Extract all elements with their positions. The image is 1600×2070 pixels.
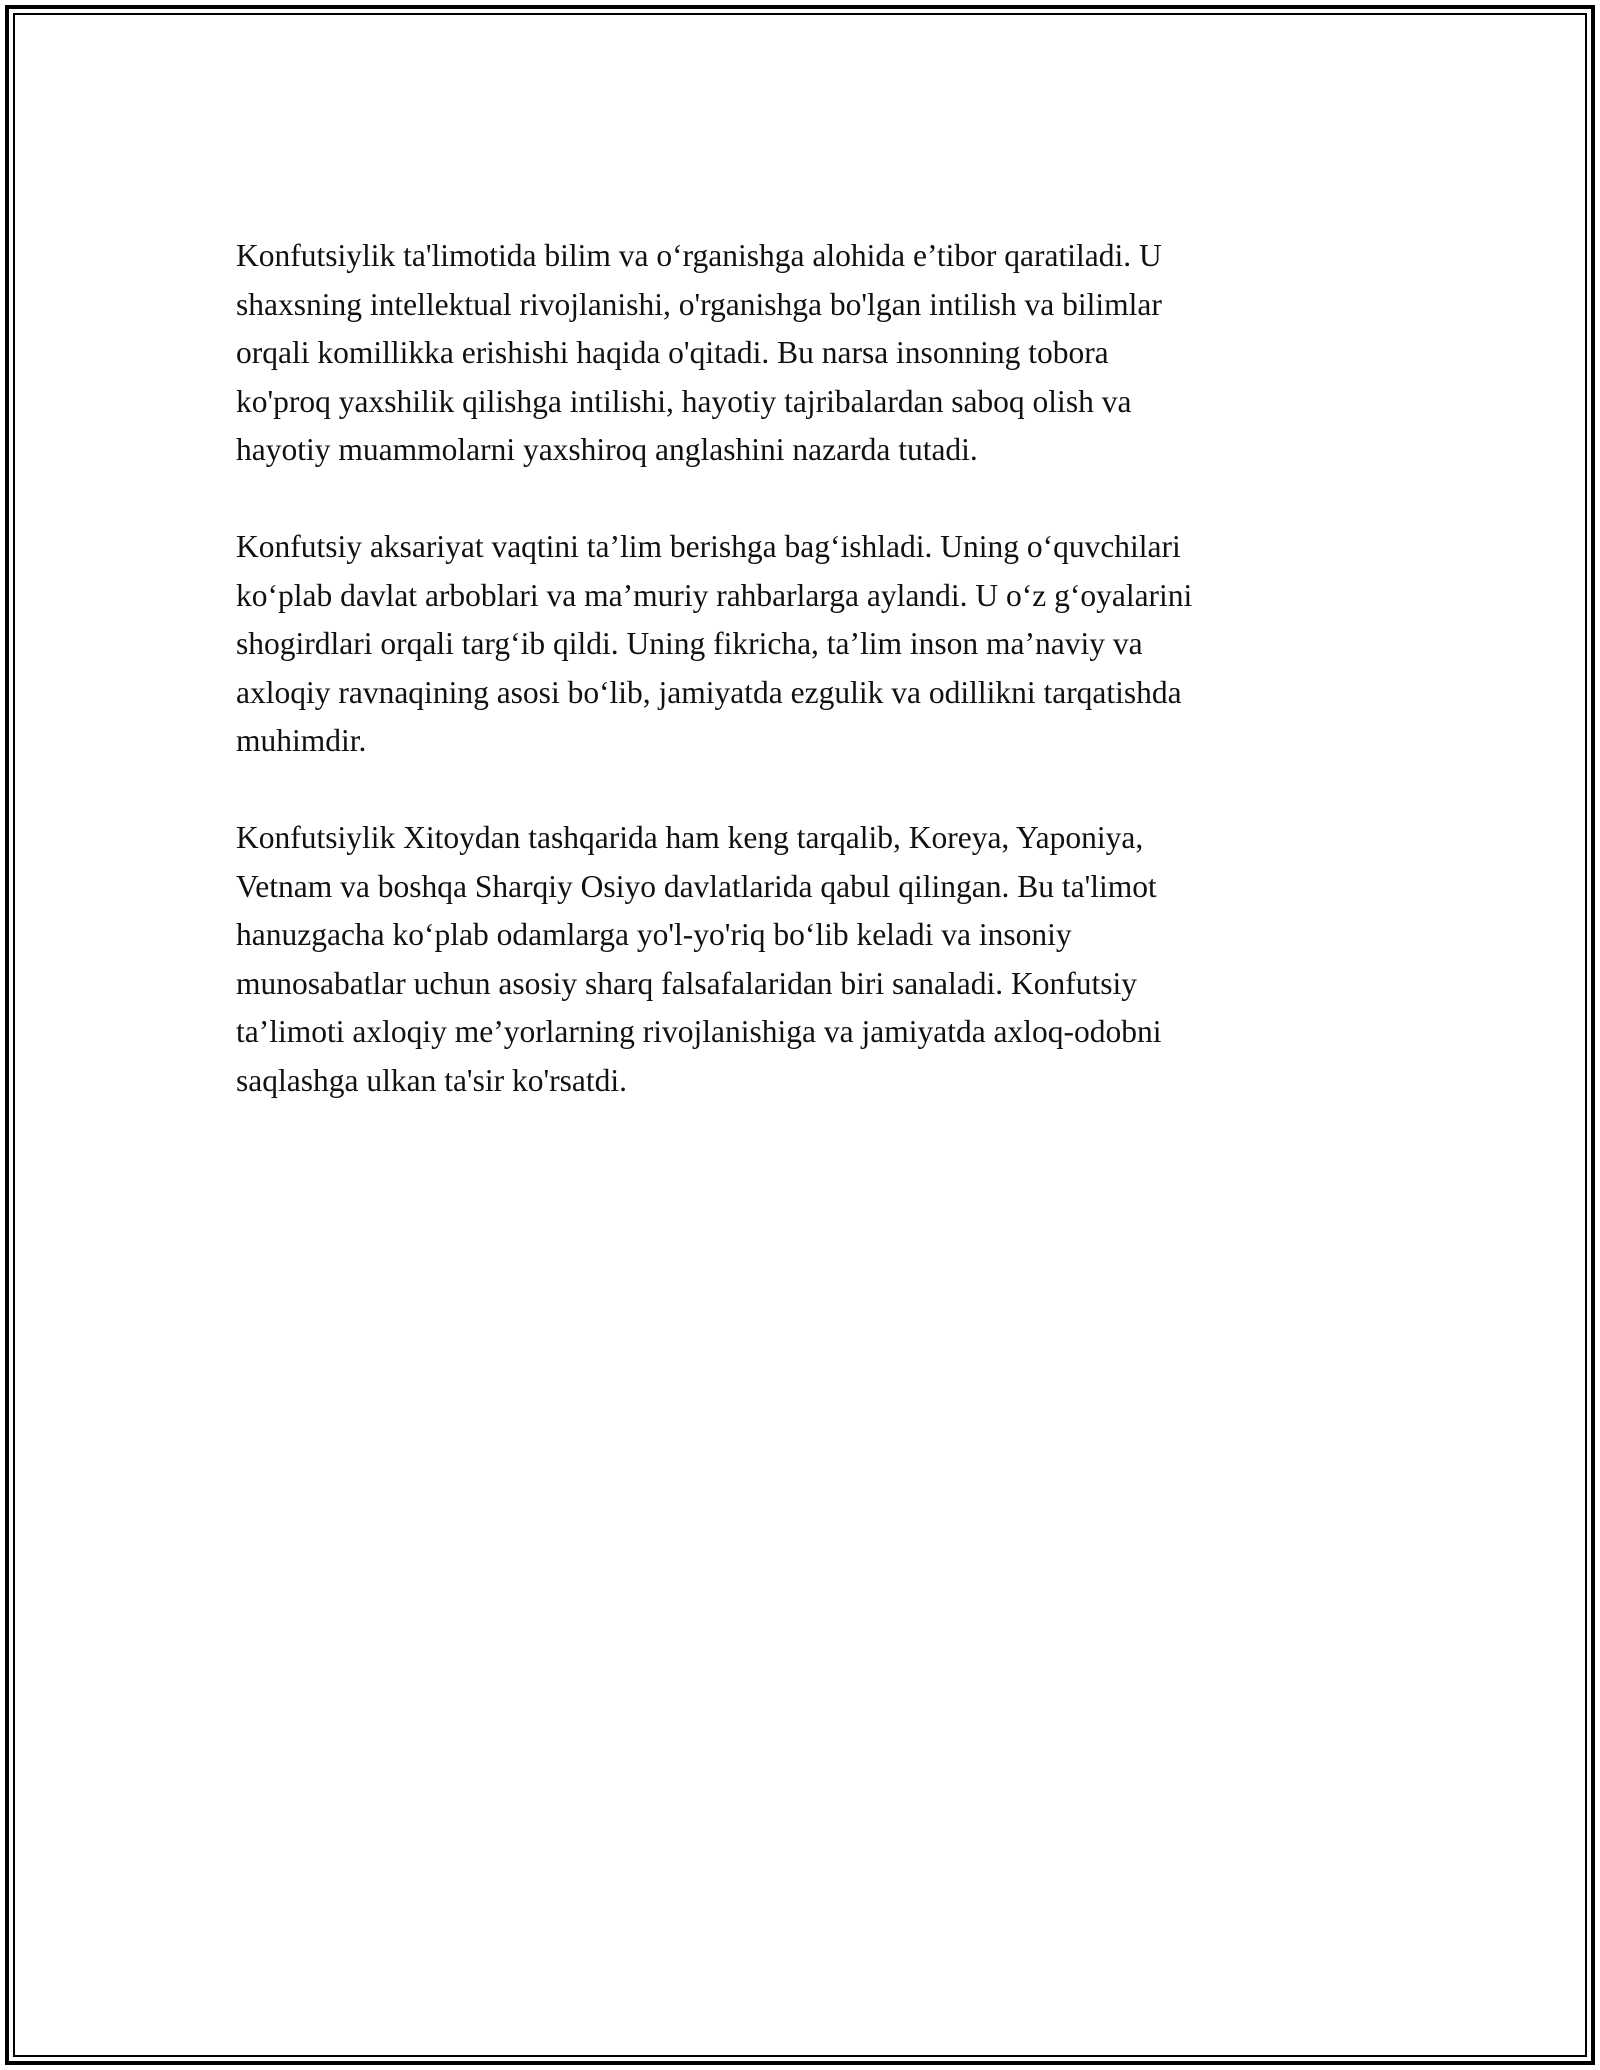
text-line: munosabatlar uchun asosiy sharq falsafalaridan biri sanaladi. Konfutsiy [236, 965, 1137, 1001]
text-line: muhimdir. [236, 723, 367, 758]
text-line: shogirdlari orqali targ‘ib qildi. Uning fikricha, ta’lim inson ma’naviy va [236, 626, 1143, 661]
text-line: Konfutsiylik ta'limotida bilim va o‘rganishga alohida e’tibor qaratiladi. U [236, 238, 1162, 273]
text-line: ko'proq yaxshilik qilishga intilishi, hayotiy tajribalardan saboq olish va [236, 383, 1132, 419]
paragraph-1 [236, 232, 1366, 475]
document-body [236, 232, 1366, 1154]
paragraph-3 [236, 814, 1366, 1105]
text-line: orqali komillikka erishishi haqida o'qitadi. Bu narsa insonning tobora [236, 335, 1109, 370]
paragraph-2 [236, 523, 1366, 766]
text-line: hanuzgacha ko‘plab odamlarga yo'l-yo'riq bo‘lib keladi va insoniy [236, 917, 1072, 952]
text-line: hayotiy muammolarni yaxshiroq anglashini nazarda tutadi. [236, 432, 978, 467]
text-line: Konfutsiylik Xitoydan tashqarida ham keng tarqalib, Koreya, Yaponiya, [236, 820, 1144, 855]
text-line: ta’limoti axloqiy me’yorlarning rivojlanishiga va jamiyatda axloq-odobni [236, 1014, 1162, 1049]
text-line: ko‘plab davlat arboblari va ma’muriy rahbarlarga aylandi. U o‘z g‘oyalarini [236, 577, 1193, 613]
text-line: saqlashga ulkan ta'sir ko'rsatdi. [236, 1062, 628, 1098]
text-line: axloqiy ravnaqining asosi bo‘lib, jamiyatda ezgulik va odillikni tarqatishda [236, 674, 1182, 710]
text-line: shaxsning intellektual rivojlanishi, o'rganishga bo'lgan intilish va bilimlar [236, 286, 1162, 322]
text-line: Vetnam va boshqa Sharqiy Osiyo davlatlarida qabul qilingan. Bu ta'limot [236, 868, 1157, 904]
text-line: Konfutsiy aksariyat vaqtini ta’lim berishga bag‘ishladi. Uning o‘quvchilari [236, 529, 1181, 564]
